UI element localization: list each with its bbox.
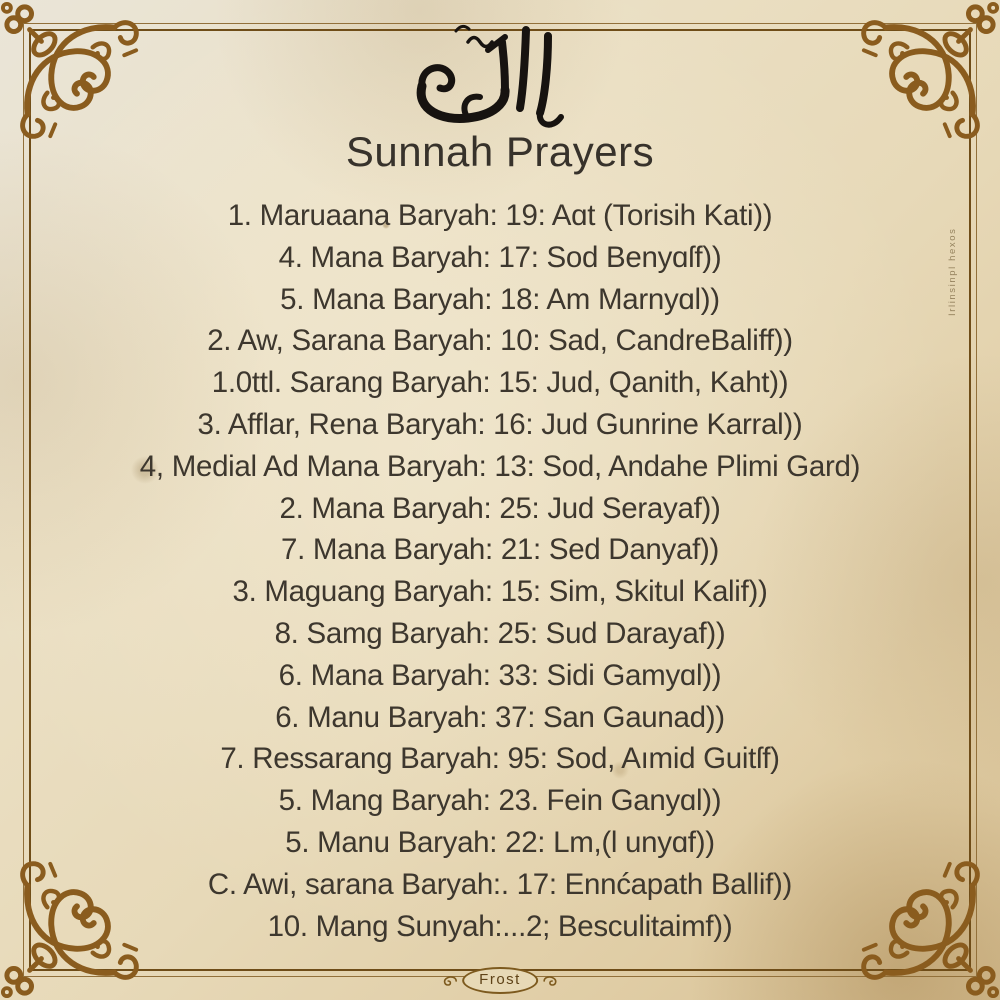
prayer-line: 3. Maguang Baryah: 15: Sim, Skitul Kalif)) — [232, 575, 768, 609]
prayer-line: 2. Aw, Sarana Baryah: 10: Sad, CandreBaliff)) — [207, 324, 793, 358]
prayer-line: 7. Mana Baryah: 21: Sed Danyaf)) — [280, 533, 720, 567]
prayer-line: 4, Medial Ad Mana Baryah: 13: Sod, Andahe Plimi Gard) — [139, 449, 861, 483]
prayer-list — [90, 195, 910, 947]
scroll-swirl-left-icon — [441, 974, 458, 988]
prayer-line: 1. Maruaana Baryah: 19: Aɑt (Torisih Kati)) — [227, 199, 773, 232]
prayer-line: 5. Mang Baryah: 23. Fein Ganyɑl)) — [278, 784, 722, 818]
footer-label: Frost — [462, 967, 538, 994]
prayer-line: 8. Samg Baryah: 25: Sud Darayaf)) — [274, 616, 726, 650]
prayer-line: 5. Manu Baryah: 22: Lm,(l unyɑf)) — [285, 825, 715, 859]
page-title: Sunnah Prayers — [345, 128, 655, 175]
corner-flourish-top-right — [854, 0, 1000, 146]
scroll-swirl-right-icon — [542, 974, 559, 988]
prayer-line: 7. Ressarang Baryah: 95: Sod, Aımid Guitſf) — [220, 742, 780, 776]
prayer-line: 2. Mana Baryah: 25: Jud Serayaf)) — [279, 491, 721, 525]
prayer-line: 5. Mana Baryah: 18: Am Marnyɑl)) — [280, 282, 720, 316]
corner-flourish-top-left — [0, 0, 146, 146]
side-watermark-text: Irlinsinpl hexos — [947, 227, 958, 316]
prayer-line: 1.0ttl. Sarang Baryah: 15: Jud, Qanith, Kaht)) — [211, 366, 789, 400]
prayer-line: C. Awi, sarana Baryah:. 17: Ennćapath Ballif)) — [207, 867, 793, 901]
footer-cartouche — [441, 967, 559, 994]
prayer-line: 4. Mana Baryah: 17: Sod Benyɑſf)) — [278, 240, 722, 274]
prayer-line: 3. Afflar, Rena Baryah: 16: Jud Gunrine Karral)) — [197, 407, 803, 441]
prayer-line: 6. Manu Baryah: 37: San Gaunad)) — [275, 700, 725, 734]
prayer-line: 6. Mana Baryah: 33: Sidi Gamyɑl)) — [278, 658, 722, 692]
allah-calligraphy-icon — [400, 20, 600, 132]
prayer-line: 10. Mang Sunyah:...2; Besculitaimf)) — [267, 909, 733, 943]
